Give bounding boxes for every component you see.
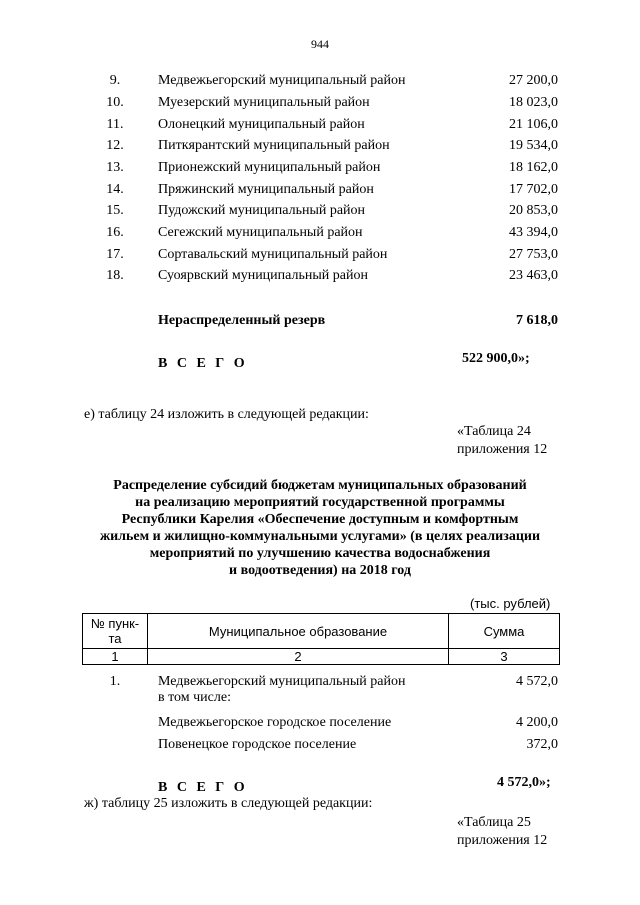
row-name: Сортавальский муниципальный район (158, 247, 388, 262)
row-amount: 17 702,0 (509, 182, 558, 197)
row-name: Олонецкий муниципальный район (158, 117, 365, 132)
header-index-1: 1 (83, 649, 148, 665)
title-line: и водоотведения) на 2018 год (229, 563, 411, 578)
row-amount: 27 753,0 (509, 247, 558, 262)
row-number: 1. (109, 674, 121, 689)
title-line: на реализацию мероприятий государственной программы (135, 495, 505, 510)
row-name: Медвежьегорский муниципальный район (158, 73, 406, 88)
instruction-e: е) таблицу 24 изложить в следующей редакции: (84, 407, 369, 422)
row-amount: 23 463,0 (509, 268, 558, 283)
row-name: Пряжинский муниципальный район (158, 182, 374, 197)
units-label: (тыс. рублей) (470, 596, 551, 611)
row-name: Суоярвский муниципальный район (158, 268, 368, 283)
header-index-2: 2 (148, 649, 449, 665)
row-name: Питкярантский муниципальный район (158, 138, 390, 153)
row-subtitle: в том числе: (158, 690, 231, 705)
row-name: Муезерский муниципальный район (158, 95, 370, 110)
row-amount: 43 394,0 (509, 225, 558, 240)
sub-row-amount: 372,0 (526, 737, 558, 752)
row-number: 10. (106, 95, 124, 110)
row-amount: 20 853,0 (509, 203, 558, 218)
total-amount: 522 900,0»; (462, 351, 530, 366)
sub-row-name: Повенецкое городское поселение (158, 737, 357, 752)
row-amount: 19 534,0 (509, 138, 558, 153)
title-line: Распределение субсидий бюджетам муниципальных образований (113, 478, 527, 493)
table24-ref-line2: приложения 12 (457, 442, 548, 457)
table25-ref-line1: «Таблица 25 (457, 815, 531, 830)
row-amount: 4 572,0 (516, 674, 558, 689)
title-line: жильем и жилищно-коммунальными услугами» (в целях реализации (99, 529, 541, 544)
header-col-number (83, 614, 148, 649)
row-amount: 18 162,0 (509, 160, 558, 175)
row-amount: 18 023,0 (509, 95, 558, 110)
title-line: мероприятий по улучшению качества водоснабжения (149, 546, 491, 561)
header-col-municipality: Муниципальное образование (148, 614, 449, 649)
row-amount: 27 200,0 (509, 73, 558, 88)
header-col-number-line2: та (108, 631, 122, 646)
row-name: Пудожский муниципальный район (158, 203, 366, 218)
table25-ref-line2: приложения 12 (457, 833, 548, 848)
row-name: Прионежский муниципальный район (158, 160, 381, 175)
row-amount: 21 106,0 (509, 117, 558, 132)
row-name: Медвежьегорский муниципальный район (158, 674, 406, 689)
row-number: 11. (106, 117, 124, 132)
total-label: В С Е Г О (158, 356, 248, 371)
header-col-number-line1: № пунк- (90, 616, 140, 631)
total-amount: 4 572,0»; (497, 775, 551, 790)
row-number: 12. (106, 138, 124, 153)
table-header (82, 613, 560, 665)
row-number: 9. (109, 73, 121, 88)
page-number: 944 (311, 37, 329, 51)
row-number: 13. (106, 160, 124, 175)
row-number: 17. (106, 247, 124, 262)
row-number: 16. (106, 225, 124, 240)
instruction-zh: ж) таблицу 25 изложить в следующей редакции: (84, 796, 373, 811)
header-col-amount: Сумма (449, 614, 560, 649)
header-index-3: 3 (449, 649, 560, 665)
row-number: 18. (106, 268, 124, 283)
sub-row-name: Медвежьегорское городское поселение (158, 715, 392, 730)
row-number: 15. (106, 203, 124, 218)
title-line: Республики Карелия «Обеспечение доступным и комфортным (121, 512, 519, 527)
sub-row-amount: 4 200,0 (516, 715, 558, 730)
reserve-amount: 7 618,0 (516, 313, 558, 328)
table24-ref-line1: «Таблица 24 (457, 424, 531, 439)
row-number: 14. (106, 182, 124, 197)
row-name: Сегежский муниципальный район (158, 225, 363, 240)
total-label: В С Е Г О (158, 780, 248, 795)
reserve-label: Нераспределенный резерв (158, 313, 326, 328)
